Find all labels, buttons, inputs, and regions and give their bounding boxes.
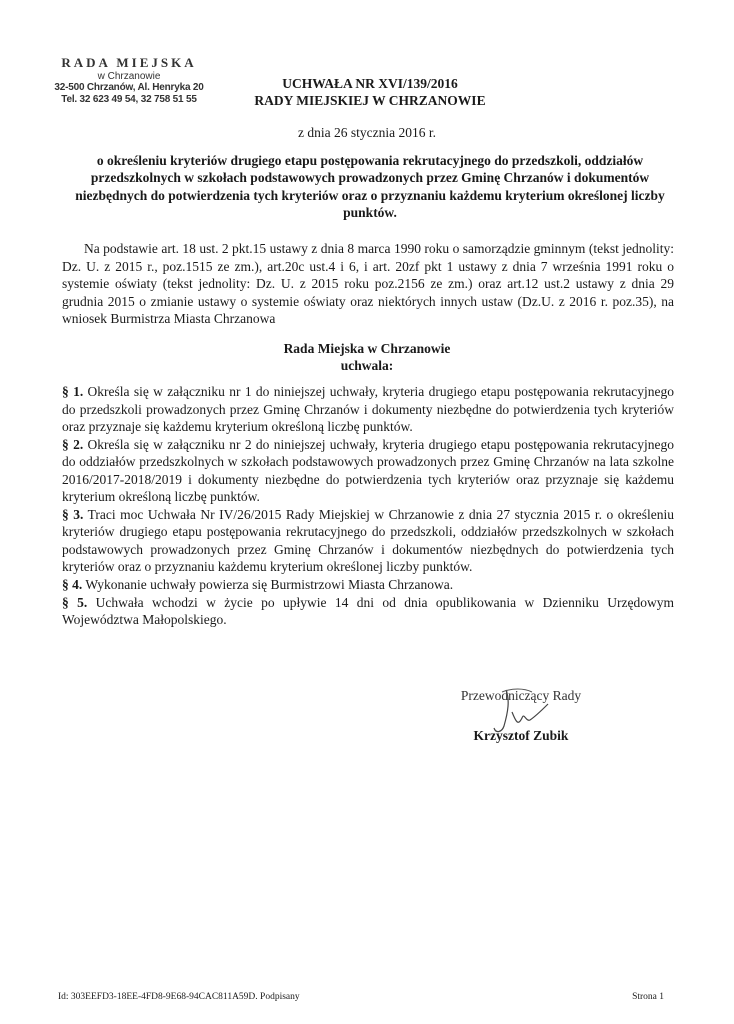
paragraph-3 [62, 506, 674, 576]
legal-basis-preamble: Na podstawie art. 18 ust. 2 pkt.15 ustawy z dnia 8 marca 1990 roku o samorządzie gminnym (tekst jednolity: Dz. U. z 2015 r., poz.1515 ze zm.), art.20c ust.4 i 6, i art. 20zf pkt 1 ustawy z dnia 7 września 1991 roku o systemie oświaty (tekst jednolity: Dz. U. z 2015 roku poz.2156 ze zm.) oraz art.12 ust.2 ustawy z dnia 29 grudnia 2015 o zmianie ustawy o systemie oświaty oraz niektórych innych ustaw (Dz.U. z 2016 r. poz.35), na wniosek Burmistrza Miasta Chrzanowa [62, 241, 674, 327]
resolution-heading [210, 76, 530, 110]
council-name: Rada Miejska w Chrzanowie [283, 341, 451, 356]
stamp-line-3: 32-500 Chrzanów, Al. Henryka 20 [54, 82, 204, 94]
paragraph-text: Określa się w załączniku nr 1 do niniejszej uchwały, kryteria drugiego etapu postępowania rekrutacyjnego do przedszkoli prowadzonych przez Gminę Chrzanów i dokumenty niezbędne do potwierdzenia tych kryteriów oraz przyznaje się każdemu kryterium określoną liczbę punktów. [62, 384, 674, 435]
paragraph-text: Traci moc Uchwała Nr IV/26/2015 Rady Miejskiej w Chrzanowie z dnia 27 stycznia 2015 r. o określeniu kryteriów drugiego etapu postępowania rekrutacyjnego do przedszkoli, oddziałów przedszkolnych w szkołach podstawowych prowadzonych przez Gminę Chrzanów i dokumentów niezbędnych do potwierdzenia tych kryteriów oraz o przyznaniu każdemu kryterium określonej liczby punktów. [62, 506, 675, 575]
paragraph-text: Wykonanie uchwały powierza się Burmistrzowi Miasta Chrzanowa. [82, 577, 454, 593]
signatory-name: Krzysztof Zubik [473, 728, 569, 743]
council-action: uchwala: [340, 358, 394, 374]
paragraph-2 [62, 436, 674, 506]
resolution-paragraphs [62, 383, 674, 629]
handwritten-signature [466, 682, 576, 740]
stamp-line-2: w Chrzanowie [97, 70, 161, 82]
council-stamp [44, 56, 214, 105]
document-id: Id: 303EEFD3-18EE-4FD8-9E68-94CAC811A59D. Podpisany [58, 992, 300, 1002]
paragraph-4 [62, 576, 674, 594]
stamp-line-1: RADA MIEJSKA [61, 55, 197, 70]
resolution-date: z dnia 26 stycznia 2016 r. [298, 125, 436, 140]
paragraph-label: § 5. [62, 594, 88, 610]
paragraph-text: Określa się w załączniku nr 2 do niniejszej uchwały, kryteria drugiego etapu postępowania rekrutacyjnego do oddziałów przedszkolnych w szkołach podstawowych prowadzonych przez Gminę Chrzanów na lata szkolne 2016/2017-2018/2019 i dokumenty niezbędne do potwierdzenia tych kryteriów oraz przyznaje się każdemu kryterium określoną liczbę punktów. [62, 436, 674, 505]
page-number: Strona 1 [632, 992, 664, 1002]
council-decision-heading [0, 340, 734, 375]
resolution-subject: o określeniu kryteriów drugiego etapu postępowania rekrutacyjnego do przedszkoli, oddziałów przedszkolnych w szkołach podstawowych prowadzonych przez Gminę Chrzanów i dokumentów niezbędnych do potwierdzenia tych kryteriów oraz o przyznaniu każdemu kryterium określonej liczby punktów. [75, 153, 665, 220]
paragraph-label: § 1. [62, 384, 84, 399]
paragraph-label: § 3. [62, 506, 84, 522]
resolution-title: UCHWAŁA NR XVI/139/2016 [282, 76, 458, 91]
paragraph-1 [62, 383, 674, 436]
paragraph-5 [62, 594, 674, 629]
document-footer [58, 992, 664, 1002]
stamp-line-4: Tel. 32 623 49 54, 32 758 51 55 [61, 93, 197, 105]
paragraph-label: § 2. [62, 436, 84, 452]
resolution-subtitle: RADY MIEJSKIEJ W CHRZANOWIE [254, 92, 486, 108]
signatory-role: Przewodniczący Rady [460, 688, 582, 703]
paragraph-text: Uchwała wchodzi w życie po upływie 14 dni od dnia opublikowania w Dzienniku Urzędowym Województwa Małopolskiego. [62, 594, 675, 628]
paragraph-label: § 4. [62, 577, 83, 593]
